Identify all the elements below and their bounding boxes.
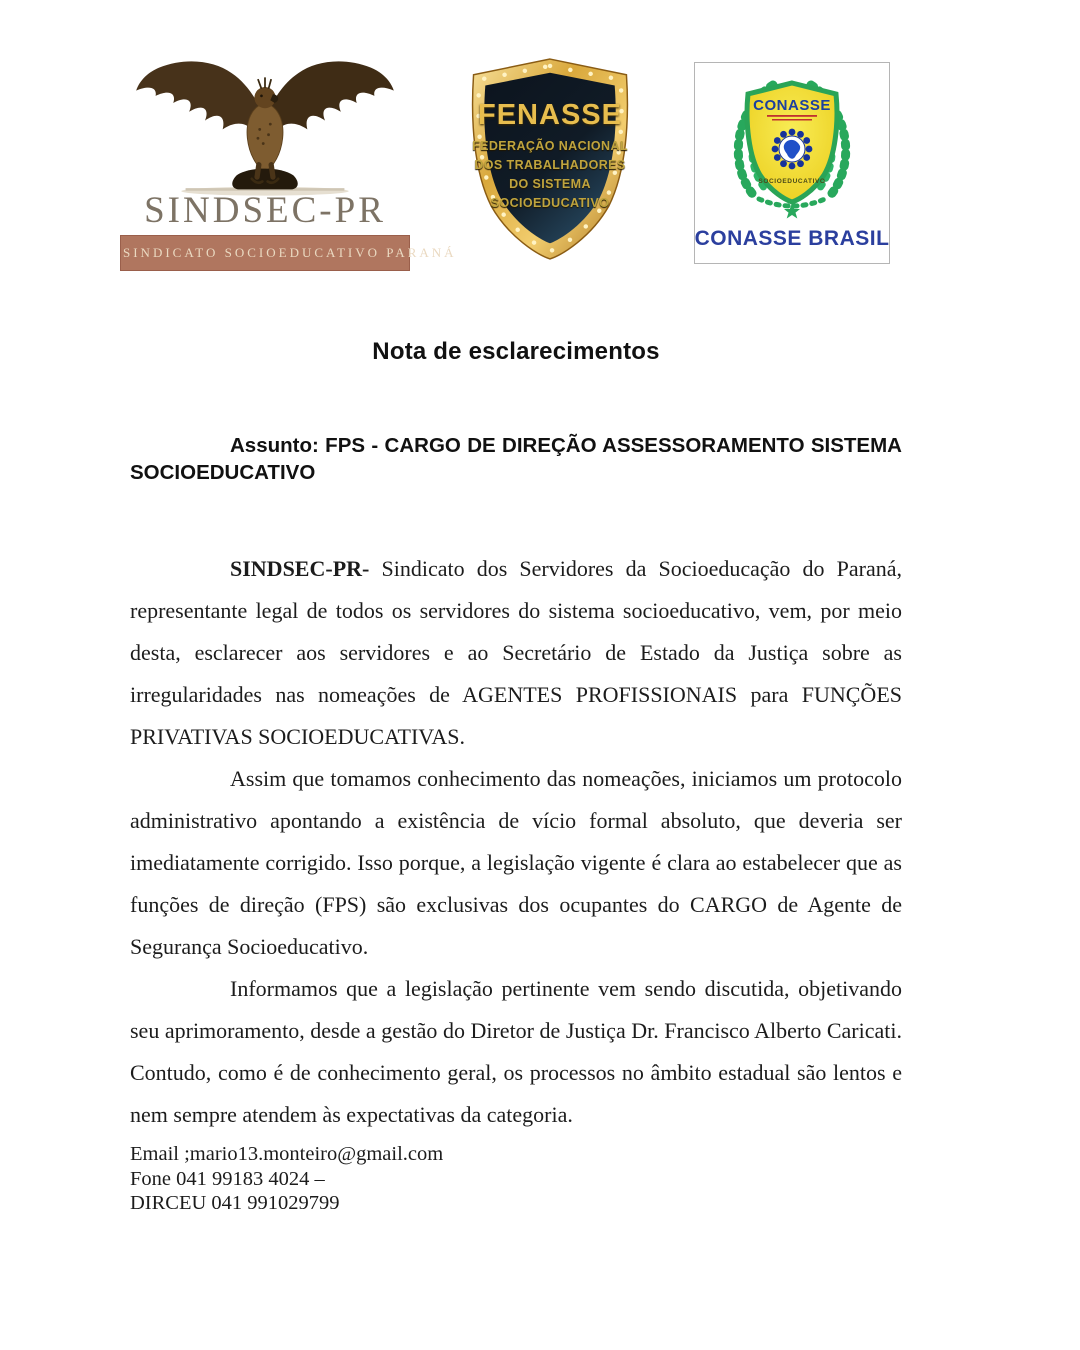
body-paragraph-3: Informamos que a legislação pertinente vem sendo discutida, objetivando seu aprimoramento, desde a gestão do Diretor de Justiça Dr. Francisco Alberto Caricati. Contudo, como é de conhecimento geral, os processos no âmbito estadual são lentos e nem sempre atendem às expectativas da categoria.: [130, 976, 902, 1128]
paragraph-text: Sindicato dos Servidores da Socioeducação do Paraná, representante legal de todos os servidores do sistema socioeducativo, vem, por meio desta, esclarecer aos servidores e ao Secretário de Estado da Justiça sobre as irregularidades nas nomeações de AGENTES PROFISSIONAIS para FUNÇÕES PRIVATIVAS SOCIOEDUCATIVAS.: [130, 556, 902, 750]
fenasse-subtitle-line-3: DO SISTEMA: [509, 177, 591, 192]
body-paragraph-1: [130, 548, 902, 758]
fenasse-subtitle-line-2: DOS TRABALHADORES: [474, 158, 626, 173]
document-body: [130, 0, 902, 1216]
paragraph-lead: SINDSEC-PR-: [230, 556, 370, 582]
sindsec-banner: SINDICATO SOCIOEDUCATIVO PARANÁ: [120, 235, 410, 271]
page-title: Nota de esclarecimentos: [372, 338, 660, 365]
footer-phone: Fone 041 99183 4024 –: [130, 1167, 325, 1190]
body-paragraph-2: Assim que tomamos conhecimento das nomeações, iniciamos um protocolo administrativo apontando a existência de vício formal absoluto, que deveria ser imediatamente corrigido. Isso porque, a legislação vigente é clara ao estabelecer que as funções de direção (FPS) são exclusivas dos ocupantes do CARGO de Agente de Segurança Socioeducativo.: [130, 766, 902, 960]
fenasse-subtitle-line-4: SOCIOEDUCATIVO: [490, 196, 610, 211]
subject-line: Assunto: FPS - CARGO DE DIREÇÃO ASSESSORAMENTO SISTEMA SOCIOEDUCATIVO: [130, 434, 902, 485]
conasse-shield-title: CONASSE: [753, 97, 831, 114]
footer-contact-name: DIRCEU 041 991029799: [130, 1192, 340, 1215]
contact-footer: [130, 1142, 902, 1216]
conasse-caption: CONASSE BRASIL: [694, 227, 890, 250]
sindsec-wordmark: SINDSEC-PR: [144, 190, 386, 231]
footer-email: Email ;mario13.monteiro@gmail.com: [130, 1143, 444, 1166]
paragraphs: [130, 548, 902, 1136]
fenasse-subtitle-line-1: FEDERAÇÃO NACIONAL: [472, 139, 628, 153]
fenasse-title: FENASSE: [478, 99, 622, 131]
conasse-arc-text: SOCIOEDUCATIVO: [758, 178, 826, 185]
